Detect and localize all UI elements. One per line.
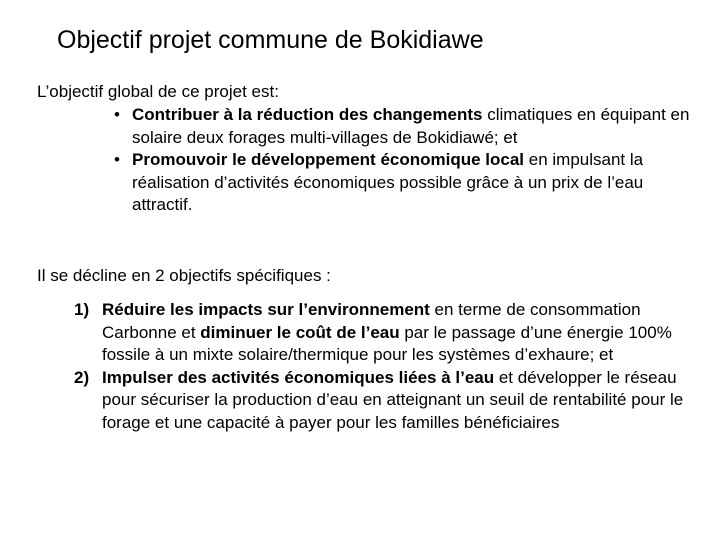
item-number: 2) bbox=[74, 367, 90, 387]
objective-text: et développer le réseau pour sécuriser la production d’eau en atteignant un seuil de rentabilité pour le forage et une capacité à payer pour les familles bénéficiaires bbox=[102, 367, 684, 432]
global-objective-item bbox=[114, 149, 694, 217]
specific-objective-item bbox=[74, 367, 694, 435]
objective-emphasis: Promouvoir le développement économique local bbox=[132, 150, 525, 169]
bullet-icon: • bbox=[114, 150, 120, 169]
item-number: 1) bbox=[74, 300, 90, 319]
objective-text: en terme de consommation Carbonne et bbox=[102, 300, 641, 342]
global-objective-list bbox=[114, 104, 694, 217]
objective-text: climatiques en équipant en solaire deux forages multi-villages de Bokidiawé; et bbox=[132, 105, 690, 147]
objective-emphasis: Contribuer à la réduction des changements bbox=[132, 105, 483, 124]
objective-emphasis: Impulser des activités économiques liées à l’eau bbox=[102, 367, 495, 387]
global-objective-intro: L’objectif global de ce projet est: bbox=[37, 82, 279, 101]
objective-text-secondary: par le passage d’une énergie 100% fossile à un mixte solaire/thermique pour les systèmes d’exhaure; et bbox=[102, 322, 672, 364]
objective-emphasis: Réduire les impacts sur l’environnement bbox=[102, 300, 430, 319]
global-objective-item bbox=[114, 104, 694, 149]
specific-objectives-list bbox=[74, 299, 694, 434]
bullet-icon: • bbox=[114, 105, 120, 124]
specific-objective-item bbox=[74, 299, 694, 367]
objective-text: en impulsant la réalisation d’activités économiques possible grâce à un prix de l’eau attractif. bbox=[132, 150, 644, 214]
specific-objectives-intro: Il se décline en 2 objectifs spécifiques : bbox=[37, 266, 331, 285]
objective-emphasis-secondary: diminuer le coût de l’eau bbox=[200, 322, 400, 342]
slide-title: Objectif projet commune de Bokidiawe bbox=[57, 26, 484, 54]
